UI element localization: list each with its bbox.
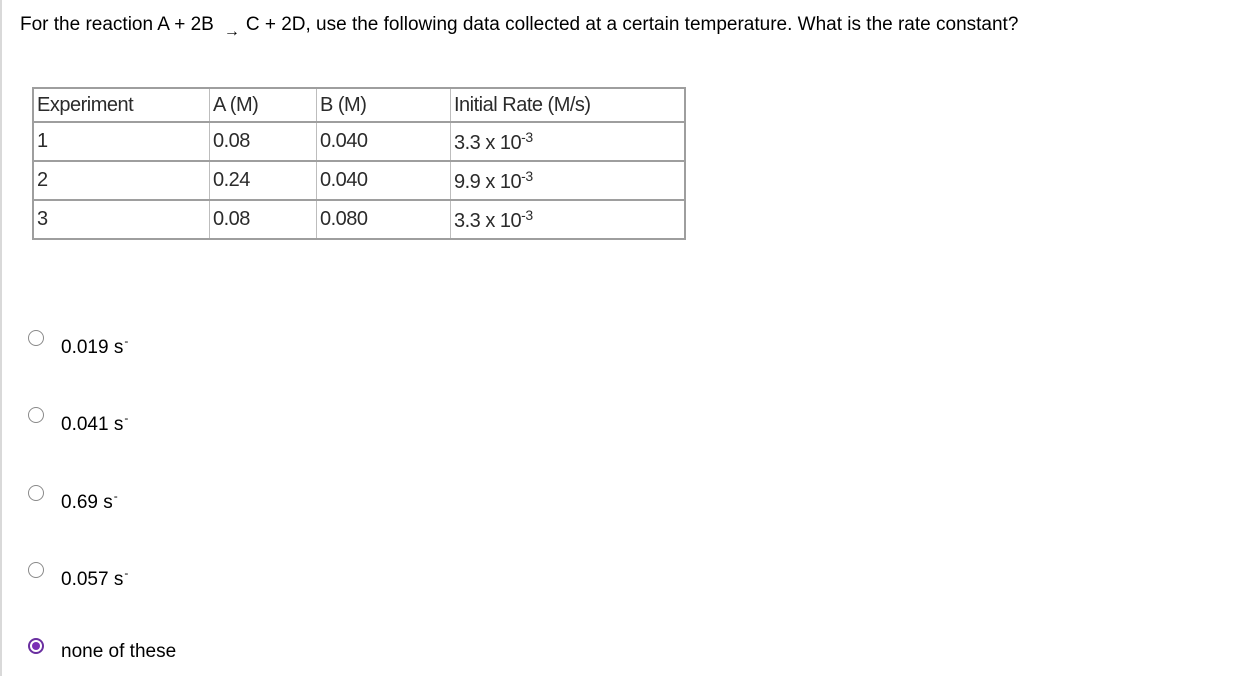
rate-mantissa: 9.9 x 10 (454, 170, 522, 193)
option-label (61, 334, 128, 359)
option-label (61, 638, 177, 663)
option-value: 0.69 s (61, 492, 113, 513)
option-value: 0.057 s (61, 569, 124, 590)
answer-option[interactable] (28, 485, 428, 515)
option-sup: - (113, 489, 118, 503)
radio-button-2[interactable] (28, 485, 44, 501)
radio-button-4[interactable] (28, 638, 44, 654)
rate-mantissa: 3.3 x 10 (454, 131, 522, 154)
option-label (61, 411, 128, 436)
question-prefix: For the reaction A + 2B (20, 14, 214, 35)
cell-rate (451, 161, 686, 200)
rate-mantissa: 3.3 x 10 (454, 209, 522, 232)
option-sup: - (124, 334, 129, 348)
cell-experiment: 1 (33, 122, 210, 161)
rate-data-table (32, 87, 686, 240)
cell-rate (451, 200, 686, 239)
option-label (61, 489, 118, 514)
question-suffix: C + 2D, use the following data collected at a certain temperature. What is the rate constant? (245, 14, 1019, 35)
option-value: 0.041 s (61, 414, 124, 435)
header-experiment: Experiment (33, 88, 210, 122)
cell-a: 0.08 (210, 200, 317, 239)
option-sup: - (124, 411, 129, 425)
table-row (33, 200, 685, 239)
cell-experiment: 2 (33, 161, 210, 200)
table-row (33, 122, 685, 161)
left-divider (0, 0, 2, 676)
header-rate: Initial Rate (M/s) (451, 88, 686, 122)
rate-exponent: -3 (521, 206, 533, 223)
cell-b: 0.080 (317, 200, 451, 239)
option-value: 0.019 s (61, 337, 124, 358)
cell-experiment: 3 (33, 200, 210, 239)
option-sup: - (124, 566, 129, 580)
option-value: none of these (61, 641, 177, 662)
header-b: B (M) (317, 88, 451, 122)
radio-button-3[interactable] (28, 562, 44, 578)
answer-option[interactable] (28, 562, 428, 592)
cell-a: 0.24 (210, 161, 317, 200)
cell-rate (451, 122, 686, 161)
table-header-row (33, 88, 685, 122)
rate-exponent: -3 (521, 128, 533, 145)
cell-b: 0.040 (317, 122, 451, 161)
question-text (20, 14, 1019, 40)
answer-option[interactable] (28, 330, 428, 360)
radio-button-0[interactable] (28, 330, 44, 346)
answer-option[interactable] (28, 407, 428, 437)
answer-option-selected[interactable] (28, 638, 428, 668)
header-a: A (M) (210, 88, 317, 122)
cell-b: 0.040 (317, 161, 451, 200)
reaction-arrow-icon: → (223, 23, 240, 40)
table-row (33, 161, 685, 200)
radio-button-1[interactable] (28, 407, 44, 423)
rate-exponent: -3 (521, 167, 533, 184)
cell-a: 0.08 (210, 122, 317, 161)
option-label (61, 566, 128, 591)
